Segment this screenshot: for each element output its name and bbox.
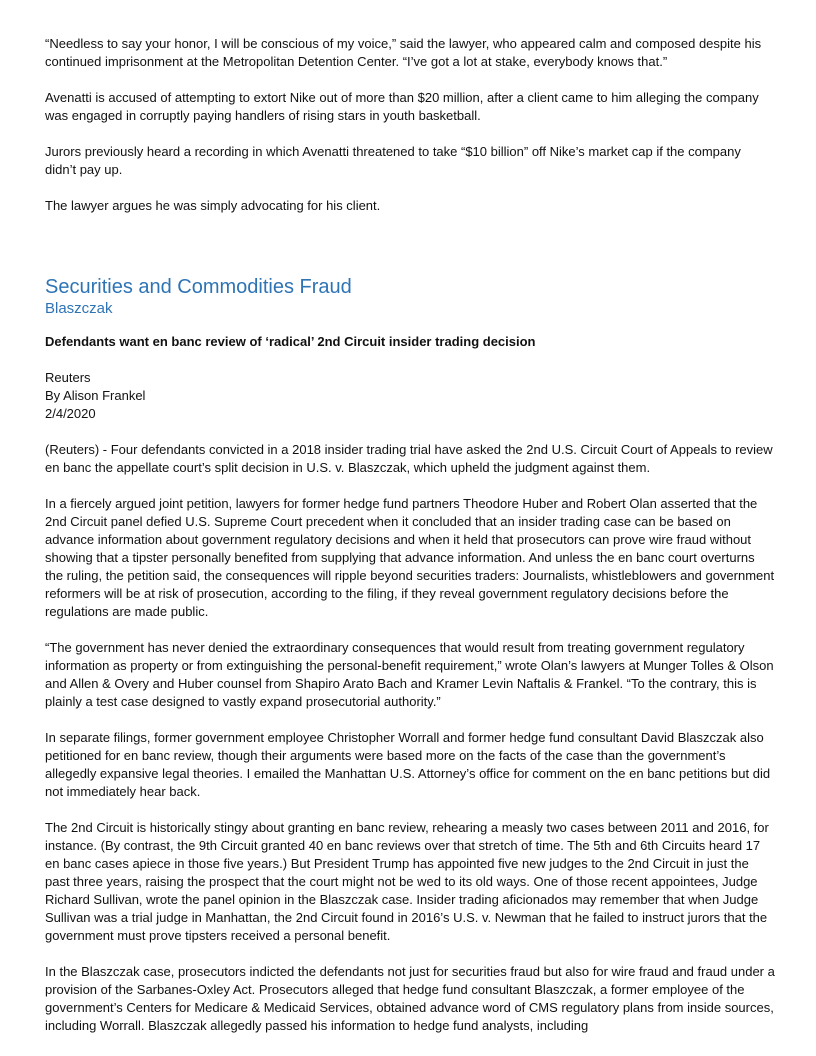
- article-paragraph: “The government has never denied the extraordinary consequences that would result from treating government regulatory information as property or from extinguishing the personal-benefit requirement,” wrote Olan’s lawyers at Munger Tolles & Olson and Allen & Overy and Huber counsel from Shapiro Arato Bach and Kramer Levin Naftalis & Frankel. “To the contrary, this is plainly a test case designed to vastly expand prosecutorial authority.”: [45, 640, 774, 709]
- section-title: Securities and Commodities Fraud: [45, 276, 352, 298]
- article-paragraph: In the Blaszczak case, prosecutors indicted the defendants not just for securities fraud but also for wire fraud and fraud under a provision of the Sarbanes-Oxley Act. Prosecutors alleged that hedge fund consultant Blaszczak, a former employee of the government’s Centers for Medicare & Medicaid Services, obtained advance word of CMS regulatory plans from inside sources, including Worrall. Blaszczak allegedly passed his information to hedge fund analysts, including: [45, 964, 775, 1033]
- document-page: [45, 35, 775, 1053]
- article-paragraph: (Reuters) - Four defendants convicted in a 2018 insider trading trial have asked the 2nd U.S. Circuit Court of Appeals to review en banc the appellate court’s split decision in U.S. v. Blaszczak, which upheld the judgment against them.: [45, 442, 773, 475]
- article-date: 2/4/2020: [45, 406, 96, 421]
- article-paragraph: The 2nd Circuit is historically stingy about granting en banc review, rehearing a measly two cases between 2011 and 2016, for instance. (By contrast, the 9th Circuit granted 40 en banc reviews over that stretch of time. The 5th and 6th Circuits heard 17 en banc cases apiece in those five years.) But President Trump has appointed five new judges to the 2nd Circuit in just the past three years, raising the prospect that the court might not be wed to its old ways. One of those recent appointees, Judge Richard Sullivan, wrote the panel opinion in the Blaszczak case. Insider trading aficionados may remember that when Judge Sullivan was a trial judge in Manhattan, the 2nd Circuit found in 2016’s U.S. v. Newman that he failed to instruct jurors that the government must prove tipsters received a personal benefit.: [45, 820, 769, 943]
- article-paragraph: In separate filings, former government employee Christopher Worrall and former hedge fund consultant David Blaszczak also petitioned for en banc review, though their arguments were based more on the facts of the case than the government’s allegedly expansive legal theories. I emailed the Manhattan U.S. Attorney’s office for comment on the en banc petitions but did not immediately hear back.: [45, 730, 771, 799]
- intro-paragraph: Jurors previously heard a recording in which Avenatti threatened to take “$10 billion” off Nike’s market cap if the company didn’t pay up.: [45, 144, 741, 177]
- section-subtitle: Blaszczak: [45, 300, 113, 317]
- intro-paragraph: “Needless to say your honor, I will be conscious of my voice,” said the lawyer, who appeared calm and composed despite his continued imprisonment at the Metropolitan Detention Center. “I’ve got a lot at stake, everybody knows that.”: [45, 36, 762, 69]
- article-meta: [45, 369, 775, 423]
- intro-paragraph: Avenatti is accused of attempting to extort Nike out of more than $20 million, after a client came to him alleging the company was engaged in corruptly paying handlers of rising stars in youth basketball.: [45, 90, 759, 123]
- article-source: Reuters: [45, 370, 91, 385]
- section-gap: [45, 233, 775, 275]
- article-byline: By Alison Frankel: [45, 388, 146, 403]
- article-headline: Defendants want en banc review of ‘radical’ 2nd Circuit insider trading decision: [45, 334, 536, 349]
- intro-paragraph: The lawyer argues he was simply advocating for his client.: [45, 198, 381, 213]
- article-paragraph: In a fiercely argued joint petition, lawyers for former hedge fund partners Theodore Huber and Robert Olan asserted that the 2nd Circuit panel defied U.S. Supreme Court precedent when it concluded that an insider trading case can be based on advance information about government regulatory decisions and when it held that prosecutors can prove wire fraud without showing that a tipster personally benefited from supplying that advance information. And unless the en banc court overturns the ruling, the petition said, the consequences will ripple beyond securities traders: Journalists, whistleblowers and government reformers will be at risk of prosecution, according to the filing, if they reveal government regulatory decisions before the regulations are made public.: [45, 496, 775, 619]
